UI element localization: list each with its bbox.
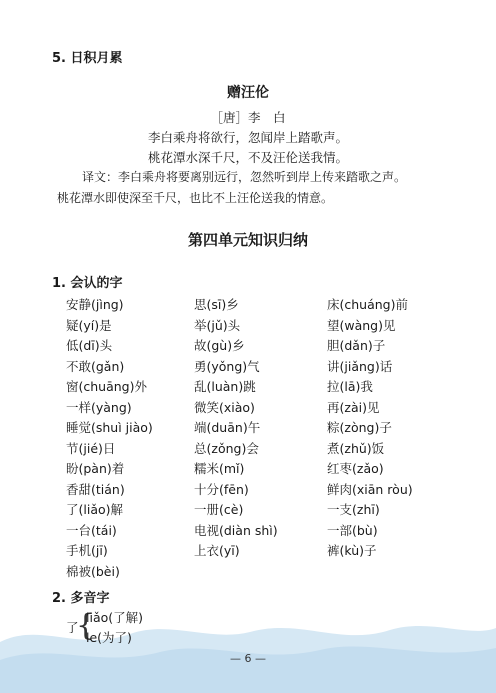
char-cell: 一部(bù) bbox=[327, 522, 378, 538]
section-2-heading: 2. 多音字 bbox=[52, 591, 110, 606]
unit-title: 第四单元知识归纳 bbox=[187, 231, 308, 249]
table-row bbox=[66, 336, 486, 357]
table-row bbox=[66, 357, 486, 378]
brace-icon: { bbox=[76, 608, 96, 643]
char-cell: 煮(zhǔ)饭 bbox=[327, 440, 385, 456]
table-row bbox=[66, 459, 486, 480]
char-cell: 一样(yàng) bbox=[66, 399, 132, 415]
char-cell: 手机(jī) bbox=[66, 543, 108, 558]
poem-title: 赠汪伦 bbox=[227, 85, 269, 101]
table-row bbox=[66, 316, 486, 337]
polyphone-reading-2: le(为了) bbox=[86, 630, 132, 645]
poem-author: ［唐］李 白 bbox=[210, 110, 286, 125]
char-cell: 胆(dǎn)子 bbox=[327, 338, 386, 353]
table-row bbox=[66, 295, 486, 316]
char-cell: 节(jié)日 bbox=[66, 440, 116, 456]
char-cell: 了(liǎo)解 bbox=[66, 502, 124, 517]
table-row bbox=[66, 562, 486, 583]
poem-line-1: 李白乘舟将欲行，忽闻岸上踏歌声。 bbox=[147, 130, 348, 145]
translation-line-1: 译文：李白乘舟将要离别远行，忽然听到岸上传来踏歌之声。 bbox=[82, 170, 407, 184]
table-row bbox=[66, 418, 486, 439]
char-cell: 红枣(zǎo) bbox=[327, 461, 384, 476]
char-cell: 棉被(bèi) bbox=[66, 563, 120, 579]
table-row bbox=[66, 439, 486, 460]
char-cell: 端(duān)午 bbox=[194, 420, 261, 435]
char-cell: 香甜(tián) bbox=[66, 481, 125, 497]
char-cell: 低(dī)头 bbox=[66, 338, 113, 353]
char-cell: 裤(kù)子 bbox=[327, 543, 377, 558]
char-cell: 不敢(gǎn) bbox=[66, 358, 125, 374]
table-row bbox=[66, 480, 486, 501]
table-row bbox=[66, 521, 486, 542]
section-1-heading: 1. 会认的字 bbox=[52, 276, 123, 291]
char-cell: 安静(jìng) bbox=[66, 297, 124, 312]
char-cell: 勇(yǒng)气 bbox=[194, 358, 260, 374]
char-cell: 窗(chuāng)外 bbox=[66, 379, 147, 394]
char-cell: 讲(jiǎng)话 bbox=[327, 358, 393, 374]
char-cell: 乱(luàn)跳 bbox=[194, 379, 256, 394]
char-cell: 上衣(yī) bbox=[194, 543, 240, 558]
char-cell: 床(chuáng)前 bbox=[327, 297, 408, 312]
char-cell: 十分(fēn) bbox=[194, 481, 249, 497]
polyphone-reading-1: liǎo(了解) bbox=[86, 610, 144, 625]
char-cell: 一台(tái) bbox=[66, 522, 117, 538]
char-cell: 电视(diàn shì) bbox=[194, 522, 278, 538]
char-cell: 睡觉(shuì jiào) bbox=[66, 420, 153, 435]
table-row bbox=[66, 398, 486, 419]
table-row bbox=[66, 541, 486, 562]
translation-line-2: 桃花潭水即使深至千尺，也比不上汪伦送我的情意。 bbox=[57, 191, 334, 205]
poem-line-2: 桃花潭水深千尺，不及汪伦送我情。 bbox=[147, 150, 348, 165]
char-cell: 一支(zhī) bbox=[327, 502, 380, 517]
char-cell: 疑(yí)是 bbox=[66, 317, 112, 333]
char-cell: 举(jǔ)头 bbox=[194, 317, 241, 333]
char-cell: 故(gù)乡 bbox=[194, 338, 245, 353]
char-cell: 糯米(mǐ) bbox=[194, 461, 245, 476]
char-cell: 拉(lā)我 bbox=[327, 379, 373, 394]
char-cell: 鲜肉(xiān ròu) bbox=[327, 481, 413, 497]
char-cell: 一册(cè) bbox=[194, 502, 244, 517]
char-cell: 望(wàng)见 bbox=[327, 317, 396, 333]
section-5-heading: 5. 日积月累 bbox=[52, 51, 123, 66]
table-row bbox=[66, 500, 486, 521]
char-cell: 再(zài)见 bbox=[327, 399, 380, 415]
page-number: — 6 — bbox=[230, 652, 266, 665]
char-cell: 总(zǒng)会 bbox=[194, 440, 259, 456]
char-cell: 盼(pàn)着 bbox=[66, 461, 125, 476]
polyphone-char: 了 bbox=[66, 620, 79, 635]
char-cell: 微笑(xiào) bbox=[194, 399, 255, 415]
character-grid bbox=[66, 295, 486, 582]
table-row bbox=[66, 377, 486, 398]
char-cell: 粽(zòng)子 bbox=[327, 420, 392, 435]
char-cell: 思(sī)乡 bbox=[194, 297, 239, 312]
